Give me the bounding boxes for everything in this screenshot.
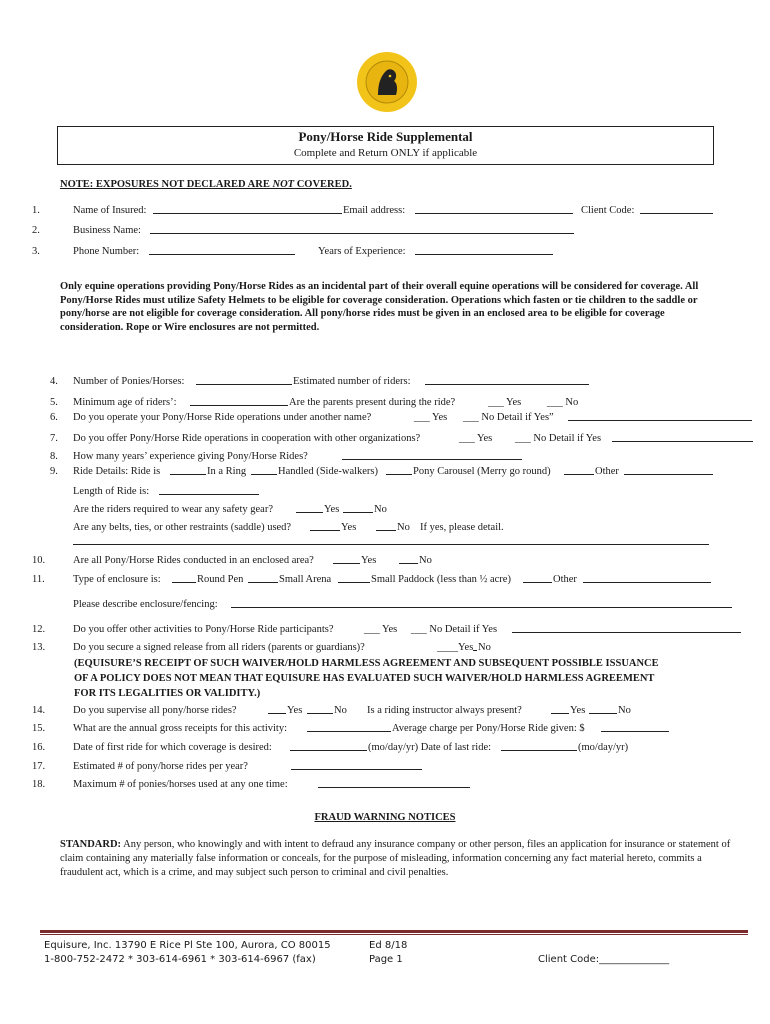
- ride-handled-label: Handled (Side-walkers): [278, 466, 379, 477]
- q1-number: 1.: [32, 205, 40, 216]
- ride-other-blank[interactable]: [564, 464, 594, 475]
- q4-number: 4.: [50, 376, 58, 387]
- q7-no[interactable]: ___ No Detail if Yes: [515, 433, 602, 444]
- enclosed-yes-blank[interactable]: [333, 553, 360, 564]
- fraud-standard-text: Any person, who knowingly and with intent to defraud any insurance company or other person, files an application for insurance or statement of claim containing any materially false information or conceals, for the purpose of misleading, information concerning any fact material hereto, commits a fraudulent act, which is a crime, and may subject such person to criminal and civil penalties.: [60, 839, 731, 878]
- supervise-no-blank[interactable]: [307, 703, 333, 714]
- enclosure-other-label: Other: [553, 574, 577, 585]
- q18-number: 18.: [32, 779, 46, 790]
- q11-label: Type of enclosure is:: [73, 574, 161, 585]
- footer-address: Equisure, Inc. 13790 E Rice Pl Ste 100, Aurora, CO 80015: [44, 940, 331, 951]
- form-subtitle: Complete and Return ONLY if applicable: [293, 147, 478, 159]
- small-paddock-blank[interactable]: [338, 572, 370, 583]
- q13-no[interactable]: No: [478, 642, 491, 653]
- q4-label: Number of Ponies/Horses:: [73, 376, 185, 387]
- q9-number: 9.: [50, 466, 58, 477]
- q1-label: Name of Insured:: [73, 205, 147, 216]
- gross-receipts-field[interactable]: [307, 721, 391, 732]
- q6-yes[interactable]: ___ Yes: [414, 412, 448, 423]
- email-label: Email address:: [343, 205, 406, 216]
- q6-label: Do you operate your Pony/Horse Ride operations under another name?: [73, 412, 372, 423]
- q10-number: 10.: [32, 555, 46, 566]
- q14-label: Do you supervise all pony/horse rides?: [73, 705, 237, 716]
- phone-field[interactable]: [149, 244, 295, 255]
- q7-detail-field[interactable]: [612, 431, 753, 442]
- safety-gear-yes: Yes: [324, 504, 340, 515]
- last-ride-format: (mo/day/yr): [578, 742, 629, 753]
- q13-no-blank[interactable]: [473, 640, 477, 651]
- safety-gear-no-blank[interactable]: [343, 502, 373, 513]
- q6-no[interactable]: ___ No Detail if Yes”: [463, 412, 554, 423]
- enclosed-no-blank[interactable]: [399, 553, 418, 564]
- email-field[interactable]: [415, 203, 573, 214]
- enclosed-no: No: [419, 555, 432, 566]
- restraints-detail-label: If yes, please detail.: [420, 522, 504, 533]
- enclosure-describe-field[interactable]: [231, 597, 732, 608]
- avg-charge-label: Average charge per Pony/Horse Ride given: $: [392, 723, 585, 734]
- eligibility-paragraph: Only equine operations providing Pony/Horse Rides as an incidental part of their overall equine operations will be considered for coverage. All Pony/Horse Rides must utilize Safety Helmets to be eligible for coverage consideration. Operations which fasten or tie children to the saddle or pony/horse are not eligible for coverage consideration. All pony/horse rides must be given in an enclosed area to be eligible for coverage consideration. Rope or Wire enclosures are not permitted.: [60, 281, 699, 333]
- q5-label: Minimum age of riders’:: [73, 397, 177, 408]
- rides-per-year-field[interactable]: [291, 759, 422, 770]
- ride-other-field[interactable]: [624, 464, 713, 475]
- footer-phones: 1-800-752-2472 * 303-614-6961 * 303-614-6967 (fax): [44, 954, 316, 965]
- last-ride-date-field[interactable]: [501, 740, 577, 751]
- restraints-detail-field[interactable]: [73, 534, 709, 545]
- enclosure-other-blank[interactable]: [523, 572, 552, 583]
- q13-label: Do you secure a signed release from all riders (parents or guardians)?: [73, 642, 365, 653]
- round-pen-label: Round Pen: [197, 574, 244, 585]
- parents-label: Are the parents present during the ride?: [289, 397, 456, 408]
- q8-number: 8.: [50, 451, 58, 462]
- client-code-label: Client Code:: [581, 205, 635, 216]
- q7-label: Do you offer Pony/Horse Ride operations in cooperation with other organizations?: [73, 433, 421, 444]
- q13-yes[interactable]: ____Yes: [437, 642, 474, 653]
- note-text-end: COVERED.: [294, 179, 352, 190]
- ride-handled-blank[interactable]: [251, 464, 277, 475]
- ride-carousel-blank[interactable]: [386, 464, 412, 475]
- supervise-no: No: [334, 705, 347, 716]
- q3-number: 3.: [32, 246, 40, 257]
- restraints-label: Are any belts, ties, or other restraints (saddle) used?: [73, 522, 292, 533]
- q12-yes[interactable]: ___ Yes: [364, 624, 398, 635]
- q12-detail-field[interactable]: [512, 622, 741, 633]
- q12-no[interactable]: ___ No Detail if Yes: [411, 624, 498, 635]
- fraud-heading: FRAUD WARNING NOTICES: [314, 812, 456, 823]
- restraints-yes-blank[interactable]: [310, 520, 340, 531]
- footer-rule-thin: [40, 934, 748, 935]
- est-riders-field[interactable]: [425, 374, 589, 385]
- q6-detail-field[interactable]: [568, 410, 752, 421]
- q16-number: 16.: [32, 742, 46, 753]
- q3-label: Phone Number:: [73, 246, 140, 257]
- small-paddock-label: Small Paddock (less than ½ acre): [371, 574, 511, 585]
- client-code-field[interactable]: [640, 203, 713, 214]
- ride-carousel-label: Pony Carousel (Merry go round): [413, 466, 551, 477]
- q15-number: 15.: [32, 723, 46, 734]
- coverage-note: [60, 178, 352, 191]
- fraud-standard-label: STANDARD:: [60, 839, 122, 850]
- business-name-field[interactable]: [150, 223, 574, 234]
- q12-label: Do you offer other activities to Pony/Horse Ride participants?: [73, 624, 334, 635]
- q17-label: Estimated # of pony/horse rides per year?: [73, 761, 248, 772]
- restraints-no: No: [397, 522, 410, 533]
- small-arena-label: Small Arena: [279, 574, 332, 585]
- est-riders-label: Estimated number of riders:: [293, 376, 411, 387]
- instructor-no: No: [618, 705, 631, 716]
- years-experience-field[interactable]: [342, 449, 522, 460]
- small-arena-blank[interactable]: [248, 572, 278, 583]
- ponies-count-field[interactable]: [196, 374, 292, 385]
- footer-client-code: Client Code:______________: [538, 954, 670, 965]
- q15-label: What are the annual gross receipts for this activity:: [73, 723, 288, 734]
- q2-label: Business Name:: [73, 225, 141, 236]
- instructor-yes: Yes: [570, 705, 586, 716]
- enclosed-yes: Yes: [361, 555, 377, 566]
- q7-number: 7.: [50, 433, 58, 444]
- q5-yes[interactable]: ___ Yes: [488, 397, 522, 408]
- instructor-no-blank[interactable]: [589, 703, 617, 714]
- q11-number: 11.: [32, 574, 45, 585]
- waiver-disclaimer: (EQUISURE’S RECEIPT OF SUCH WAIVER/HOLD HARMLESS AGREEMENT AND SUBSEQUENT POSSIBLE ISSUANCE OF A POLICY DOES NOT MEAN THAT EQUISURE HAS EVALUATED SUCH WAIVER/HOLD HARMLESS AGREEMENT FOR ITS LEGALITIES OR VALIDITY.): [74, 658, 659, 699]
- form-title: Pony/Horse Ride Supplemental: [298, 129, 473, 144]
- q10-label: Are all Pony/Horse Rides conducted in an enclosed area?: [73, 555, 314, 566]
- q2-number: 2.: [32, 225, 40, 236]
- instructor-label: Is a riding instructor always present?: [367, 705, 522, 716]
- first-ride-date-field[interactable]: [290, 740, 367, 751]
- q7-yes[interactable]: ___ Yes: [459, 433, 493, 444]
- note-emphasis: NOT: [272, 179, 295, 190]
- ride-other-label: Other: [595, 466, 619, 477]
- q5-number: 5.: [50, 397, 58, 408]
- q16-label: Date of first ride for which coverage is desired:: [73, 742, 272, 753]
- avg-charge-field[interactable]: [601, 721, 669, 732]
- fraud-standard-paragraph: [60, 838, 732, 880]
- footer-rule: [40, 930, 748, 933]
- restraints-no-blank[interactable]: [376, 520, 396, 531]
- footer-page-number: Page 1: [369, 954, 403, 965]
- years-field[interactable]: [415, 244, 553, 255]
- round-pen-blank[interactable]: [172, 572, 196, 583]
- supervise-yes: Yes: [287, 705, 303, 716]
- q12-number: 12.: [32, 624, 46, 635]
- years-label: Years of Experience:: [318, 246, 406, 257]
- q14-number: 14.: [32, 705, 46, 716]
- q13-number: 13.: [32, 642, 46, 653]
- ride-length-field[interactable]: [159, 484, 259, 495]
- ride-length-label: Length of Ride is:: [73, 486, 150, 497]
- ride-ring-label: In a Ring: [207, 466, 247, 477]
- safety-gear-no: No: [374, 504, 387, 515]
- company-logo: [356, 51, 418, 113]
- form-title-box: [57, 126, 714, 165]
- restraints-yes: Yes: [341, 522, 357, 533]
- last-ride-label: (mo/day/yr) Date of last ride:: [368, 742, 492, 753]
- safety-gear-yes-blank[interactable]: [296, 502, 323, 513]
- min-age-field[interactable]: [190, 395, 288, 406]
- q9-label: Ride Details: Ride is: [73, 466, 161, 477]
- enclosure-other-field[interactable]: [583, 572, 711, 583]
- q8-label: How many years’ experience giving Pony/Horse Rides?: [73, 451, 308, 462]
- max-ponies-field[interactable]: [318, 777, 470, 788]
- q17-number: 17.: [32, 761, 46, 772]
- q5-no[interactable]: ___ No: [547, 397, 579, 408]
- supervise-yes-blank[interactable]: [268, 703, 286, 714]
- q6-number: 6.: [50, 412, 58, 423]
- insured-name-field[interactable]: [153, 203, 342, 214]
- enclosure-describe-label: Please describe enclosure/fencing:: [73, 599, 218, 610]
- footer-edition: Ed 8/18: [369, 940, 408, 951]
- ride-ring-blank[interactable]: [170, 464, 206, 475]
- safety-gear-label: Are the riders required to wear any safety gear?: [73, 504, 273, 515]
- instructor-yes-blank[interactable]: [551, 703, 569, 714]
- note-text: NOTE: EXPOSURES NOT DECLARED ARE: [60, 179, 273, 190]
- q18-label: Maximum # of ponies/horses used at any one time:: [73, 779, 288, 790]
